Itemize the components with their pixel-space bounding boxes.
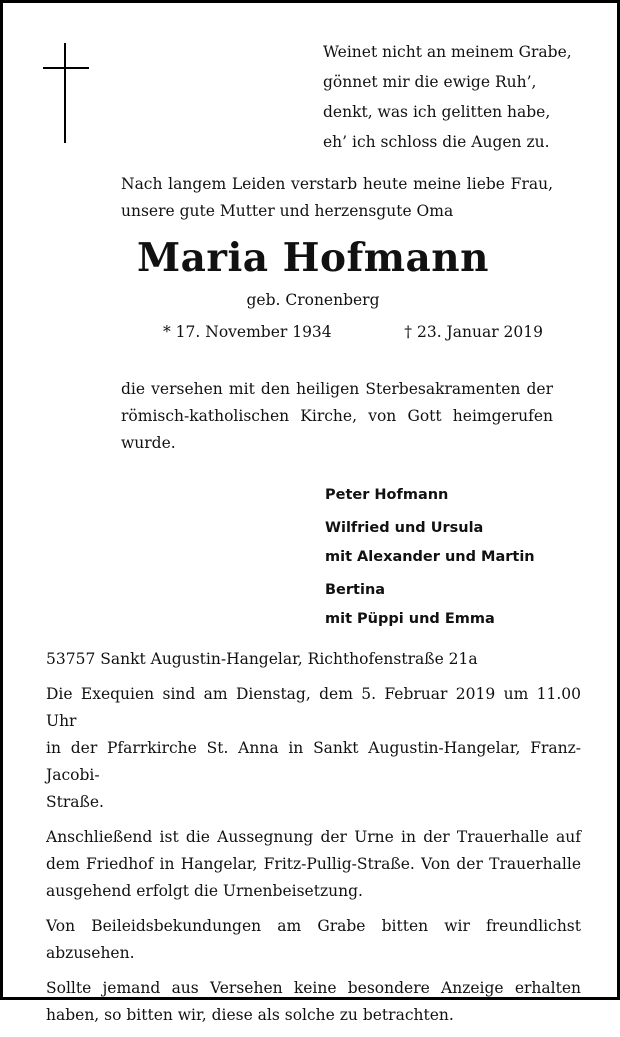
family-list [325,481,535,638]
anzeige-line: haben, so bitten wir, diese als solche zu betrachten. [46,1006,454,1024]
intro-line: unsere gute Mutter und herzensgute Oma [121,202,454,220]
birth-date: * 17. November 1934 [163,323,332,341]
aussegnung-paragraph [46,824,581,905]
cross-icon [43,43,89,145]
poem-line: Weinet nicht an meinem Grabe, [323,43,572,61]
beileid-line: Von Beileidsbekundungen am Grabe bitten wir freundlichst [46,917,581,935]
address: 53757 Sankt Augustin-Hangelar, Richthofenstraße 21a [46,650,478,668]
family-line: mit Püppi und Emma [325,611,495,627]
service-information [46,646,581,1037]
exequien-line: Die Exequien sind am Dienstag, dem 5. Februar 2019 um 11.00 Uhr [46,685,581,730]
passage-line: die versehen mit den heiligen Sterbesakramenten der [121,380,553,398]
intro-line: Nach langem Leiden verstarb heute meine liebe Frau, [121,175,553,193]
passage-line: römisch-katholischen Kirche, von Gott heimgerufen [121,407,553,425]
anzeige-line: Sollte jemand aus Versehen keine besondere Anzeige erhalten [46,979,581,997]
aussegnung-line: dem Friedhof in Hangelar, Fritz-Pullig-Straße. Von der Trauerhalle [46,855,581,873]
poem-line: eh’ ich schloss die Augen zu. [323,133,550,151]
family-line: mit Alexander und Martin [325,549,535,565]
family-line: Bertina [325,582,386,598]
born-name: geb. Cronenberg [246,291,380,309]
passage-text [121,376,553,457]
family-group [325,481,535,510]
beileid-paragraph [46,913,581,967]
family-line: Wilfried und Ursula [325,520,484,536]
deceased-name: Maria Hofmann [136,235,490,281]
poem-line: denkt, was ich gelitten habe, [323,103,551,121]
family-group [325,514,535,572]
family-line: Peter Hofmann [325,487,449,503]
aussegnung-line: Anschließend ist die Aussegnung der Urne in der Trauerhalle auf [46,828,581,846]
intro-text [121,171,553,225]
passage-line: wurde. [121,434,176,452]
exequien-line: Straße. [46,793,104,811]
exequien-line: in der Pfarrkirche St. Anna in Sankt Augustin-Hangelar, Franz-Jacobi- [46,739,581,784]
death-date: † 23. Januar 2019 [404,323,543,341]
beileid-line: abzusehen. [46,944,135,962]
poem [323,37,572,157]
anzeige-paragraph [46,975,581,1029]
poem-line: gönnet mir die ewige Ruh’, [323,73,537,91]
family-group [325,576,535,634]
aussegnung-line: ausgehend erfolgt die Urnenbeisetzung. [46,882,363,900]
exequien-paragraph [46,681,581,816]
